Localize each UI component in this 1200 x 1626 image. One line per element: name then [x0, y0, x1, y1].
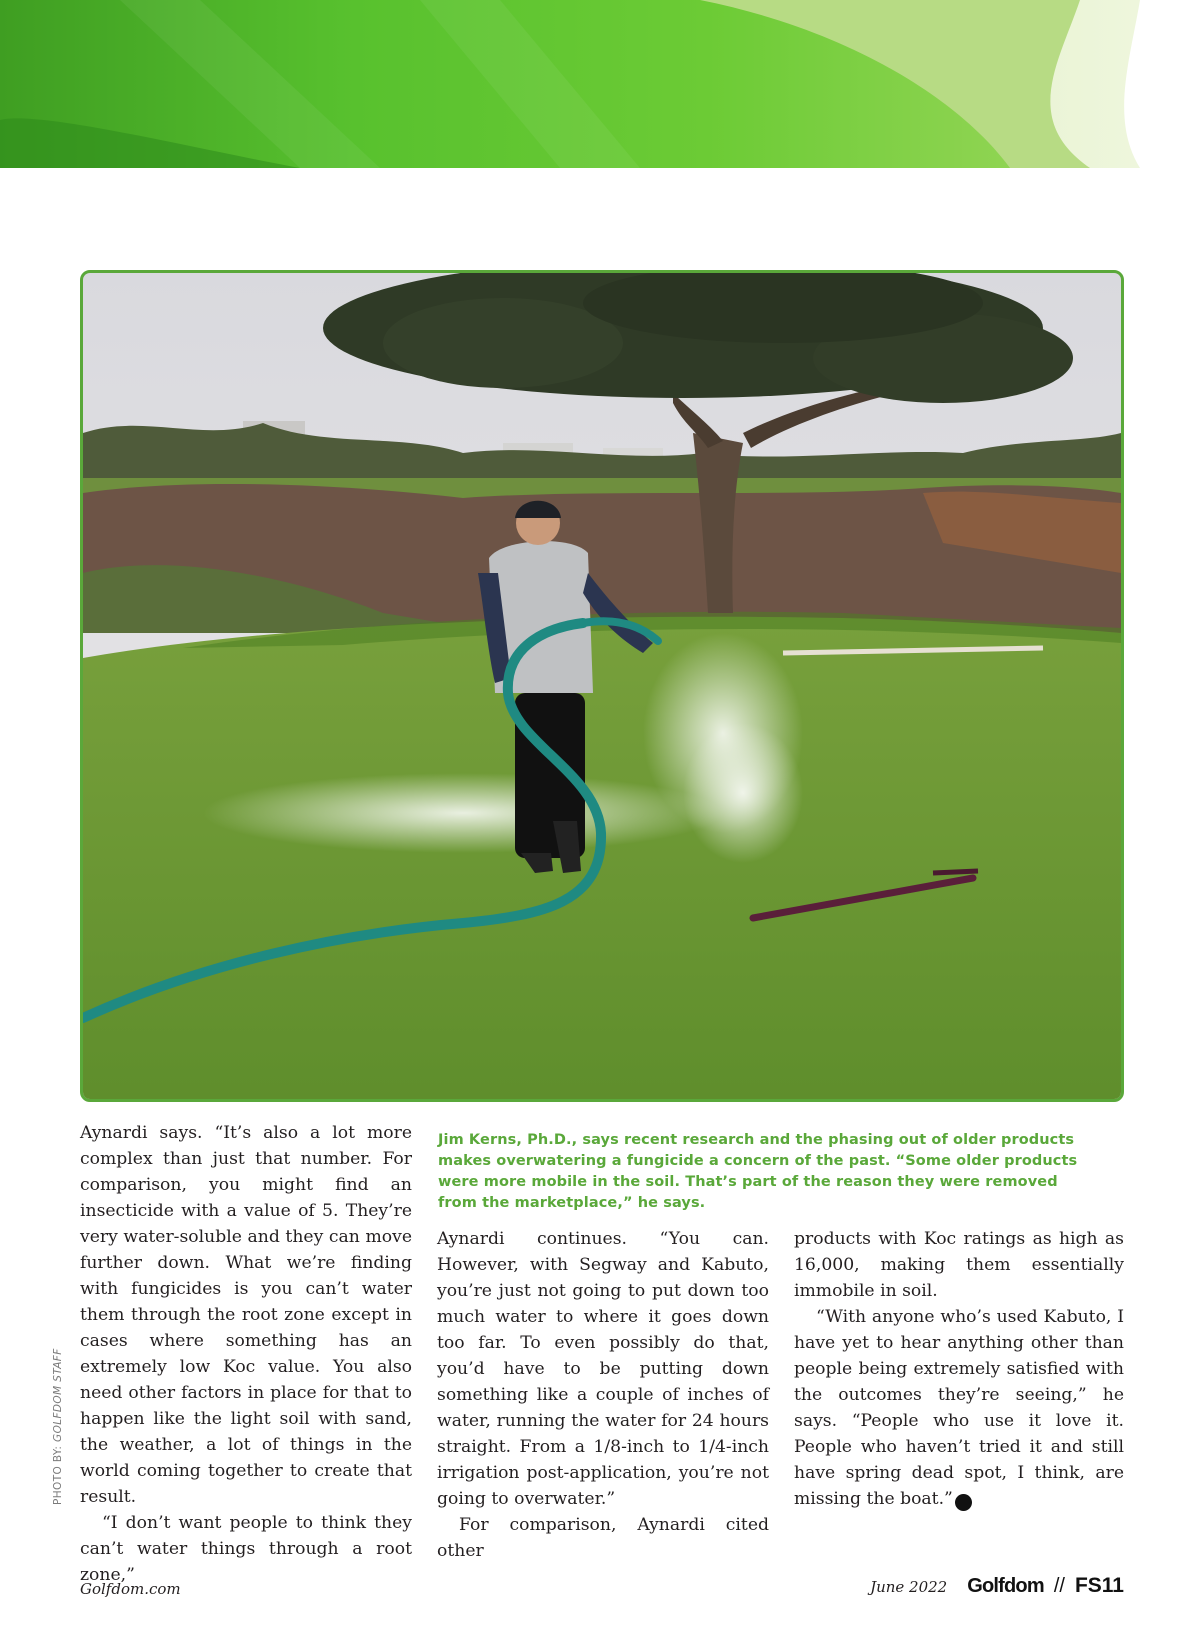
paragraph-final-text: “With anyone who’s used Kabuto, I have yet to hear anything other than people being extremely satisfied with the outcomes they’re seeing,” he says. “People who use it love it. People who haven’t tried it and still have spring dead spot, I think, are missing the boat.” — [794, 1307, 1124, 1509]
article-column-1 — [80, 1120, 412, 1588]
paragraph-final — [794, 1304, 1124, 1512]
footer-separator: // — [1053, 1575, 1065, 1597]
footer-brand-logo: Golfdom — [967, 1575, 1044, 1597]
article-column-2 — [437, 1226, 769, 1564]
golf-green-photo — [80, 270, 1124, 1102]
footer-website: Golfdom.com — [80, 1580, 181, 1598]
end-mark-icon: G — [955, 1494, 972, 1511]
golf-green-watering-photo-icon — [83, 273, 1121, 1099]
page-number: FS11 — [1074, 1574, 1124, 1597]
photo-credit — [52, 1345, 68, 1505]
paragraph: Aynardi says. “It’s also a lot more complex than just that number. For comparison, you might find an insecticide with a value of 5. They’re very water-soluble and they can move further down. What we’re finding with fungicides is you can’t water them through the root zone except in cases where something has an extremely low Koc value. You also need other factors in place for that to happen like the light soil with sand, the weather, a lot of things in the world coming together to create that result. — [80, 1123, 412, 1507]
article-column-3 — [794, 1226, 1124, 1512]
paragraph: products with Koc ratings as high as 16,000, making them essentially immobile in soil. — [794, 1229, 1124, 1301]
photo-caption: Jim Kerns, Ph.D., says recent research and the phasing out of older products makes overwatering a fungicide a concern of the past. “Some older products were more mobile in the soil. That’s part of the reason they were removed from the marketplace,” he says. — [438, 1132, 1078, 1211]
top-green-banner — [0, 0, 1200, 168]
footer-right — [870, 1574, 1124, 1598]
footer-date: June 2022 — [870, 1578, 948, 1596]
photo-credit-name: GOLFDOM STAFF — [52, 1348, 64, 1442]
paragraph: For comparison, Aynardi cited other — [437, 1515, 769, 1561]
photo-credit-prefix: PHOTO BY: — [52, 1441, 64, 1505]
paragraph: “I don’t want people to think they can’t water things through a root zone,” — [80, 1513, 412, 1585]
paragraph: Aynardi continues. “You can. However, with Segway and Kabuto, you’re just not going to put down too much water to where it goes down too far. To even possibly do that, you’d have to be putting down something like a couple of inches of water, running the water for 24 hours straight. From a 1/8-inch to 1/4-inch irrigation post-application, you’re not going to overwater.” — [437, 1229, 769, 1509]
